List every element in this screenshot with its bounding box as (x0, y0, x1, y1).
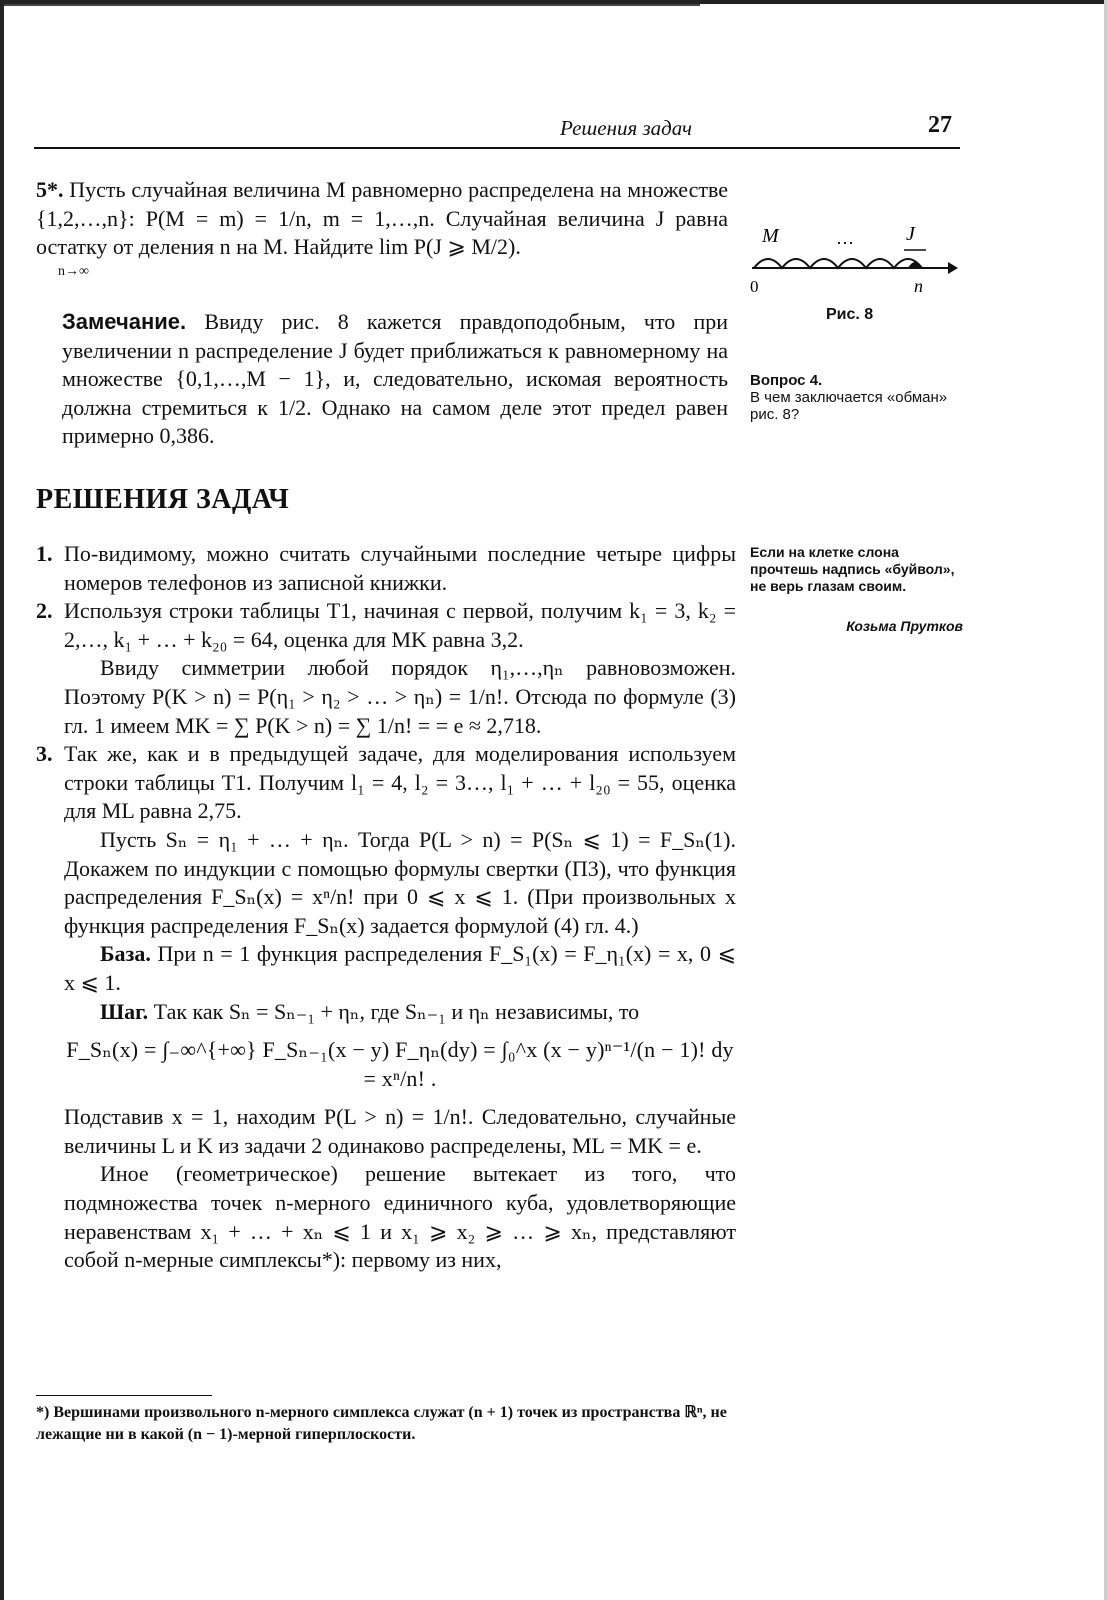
footnote-rule (36, 1395, 212, 1396)
base-text: При n = 1 функция распределения F_S₁(x) = F_η₁(x) = x, 0 ⩽ x ⩽ 1. (64, 941, 736, 995)
solution-1-text: По-видимому, можно считать случайными последние четыре цифры номеров телефонов из записной книжки. (64, 541, 736, 595)
solution-3-paragraph-4: Иное (геометрическое) решение вытекает из того, что подмножества точек n-мерного единичного куба, удовлетворяющие неравенствам x₁ + … + xₙ ⩽ 1 и x₁ ⩾ x₂ ⩾ … ⩾ xₙ, представляют собой n-мерные симплексы*): первому из них, (64, 1161, 736, 1273)
page-number: 27 (928, 112, 952, 138)
fig8-label-n: n (914, 276, 923, 296)
step-text: Так как Sₙ = Sₙ₋₁ + ηₙ, где Sₙ₋₁ и ηₙ независимы, то (153, 998, 640, 1024)
question-4-text: В чем заключается «обман» рис. 8? (750, 389, 948, 423)
solution-3 (36, 740, 736, 1275)
question-4-title: Вопрос 4. (750, 372, 823, 389)
limit-subscript: n→∞ (58, 263, 89, 279)
remark-text: Ввиду рис. 8 кажется правдоподобным, что при увеличении n распределение J будет приближаться к равномерному на множестве {0,1,…,M − 1}, и, следовательно, искомая вероятность должна стремиться к 1/2. Однако на самом деле этот предел равен примерно 0,386. (62, 309, 728, 449)
solution-3-step (64, 998, 736, 1027)
fig8-label-J: J (906, 223, 915, 245)
task-5-text: Пусть случайная величина M равномерно распределена на множестве {1,2,…,n}: P(M = m) = 1/n, m = 1,…,n. Случайная величина J равна остатку от деления n на M. Найдите lim P(J ⩾ M/2). (36, 177, 729, 260)
scan-border-left (0, 0, 4, 1600)
solution-1-number: 1. (36, 541, 53, 566)
fig8-label-dots: … (836, 228, 854, 248)
fig8-axis-arrow (948, 262, 958, 274)
task-5 (36, 176, 728, 286)
solution-3-base (64, 940, 736, 997)
footnote: *) Вершинами произвольного n-мерного симплекса служат (n + 1) точек из пространства ℝⁿ, не лежащие ни в какой (n − 1)-мерной гиперплоскости. (36, 1404, 727, 1443)
solution-2-paragraph-2: Ввиду симметрии любой порядок η₁,…,ηₙ равновозможен. Поэтому P(K > n) = P(η₁ > η₂ > … > ηₙ) = 1/n!. Отсюда по формуле (3) гл. 1 имеем MK = ∑ P(K > n) = ∑ 1/n! = = e ≈ 2,718. (64, 655, 736, 738)
section-title: РЕШЕНИЯ ЗАДАЧ (36, 484, 290, 515)
header-rule (34, 147, 960, 149)
solution-3-paragraph-2: Пусть Sₙ = η₁ + … + ηₙ. Тогда P(L > n) = P(Sₙ ⩽ 1) = F_Sₙ(1). Докажем по индукции с помощью формулы свертки (П3), что функция распределения F_Sₙ(x) = xⁿ/n! при 0 ⩽ x ⩽ 1. (При произвольных x функция распределения F_Sₙ(x) задается формулой (4) гл. 4.) (64, 826, 736, 938)
remark (62, 308, 728, 451)
solution-2-number: 2. (36, 598, 53, 624)
running-header-title: Решения задач (560, 116, 693, 140)
fig8-label-M: M (762, 225, 779, 247)
fig8-arcs (754, 259, 922, 268)
epigraph-text: Если на клетке слона прочтешь надпись «буйвол», не верь глазам своим. (750, 544, 955, 594)
fig8-remainder-fill (908, 262, 922, 268)
solution-2 (36, 597, 736, 740)
solution-3-number: 3. (36, 741, 53, 767)
task-5-number: 5*. (36, 177, 64, 202)
step-label: Шаг. (100, 998, 149, 1024)
base-label: База. (100, 941, 151, 967)
figure-8-caption: Рис. 8 (826, 306, 874, 323)
solution-2-text: Используя строки таблицы T1, начиная с первой, получим k₁ = 3, k₂ = 2,…, k₁ + … + k₂₀ = 64, оценка для MK равна 3,2. (64, 598, 736, 652)
fig8-label-0: 0 (750, 277, 759, 296)
question-4 (750, 372, 970, 423)
solution-3-paragraph-3: Подставив x = 1, находим P(L > n) = 1/n!. Следовательно, случайные величины L и K из задачи 2 одинаково распределены, ML = MK = e. (64, 1104, 736, 1158)
solution-3-text: Так же, как и в предыдущей задаче, для моделирования используем строки таблицы T1. Получим l₁ = 4, l₂ = 3…, l₁ + … + l₂₀ = 55, оценка для ML равна 2,75. (64, 741, 736, 824)
solution-1 (36, 540, 736, 597)
scan-border-top-inner (0, 4, 700, 6)
remark-label: Замечание. (62, 309, 187, 334)
epigraph-author: Козьма Прутков (846, 618, 963, 634)
figure-8 (744, 220, 964, 310)
solutions (36, 540, 736, 1275)
convolution-formula: F_Sₙ(x) = ∫₋∞^{+∞} F_Sₙ₋₁(x − y) F_ηₙ(dy) = ∫₀^x (x − y)ⁿ⁻¹/(n − 1)! dy = xⁿ/n! . (66, 1037, 734, 1091)
